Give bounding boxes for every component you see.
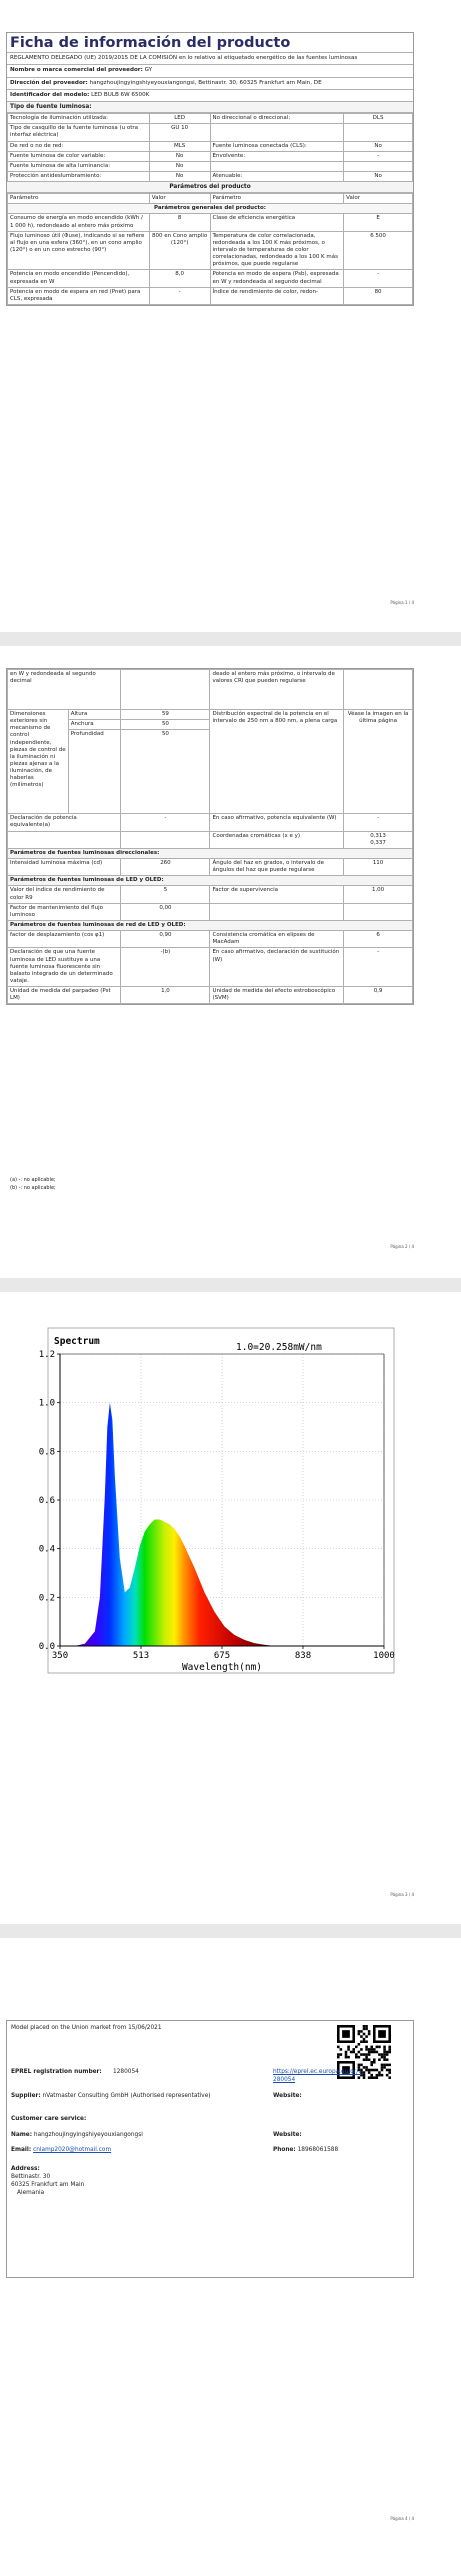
general-param-row xyxy=(8,231,413,270)
chroma-row xyxy=(8,831,413,848)
led-param-row xyxy=(8,903,413,920)
directional-heading-row xyxy=(8,848,413,858)
dims-row-1 xyxy=(8,710,413,720)
col-param: Parámetro xyxy=(8,194,150,204)
col-value: Valor xyxy=(149,194,210,204)
supplier-value: nVatmaster Consulting GmbH (Authorised representative) xyxy=(42,2093,211,2099)
dim-name: Altura xyxy=(68,710,121,720)
x-tick-label: 838 xyxy=(294,1651,312,1661)
website-label: Website: xyxy=(273,2093,302,2099)
y-tick-label: 0.6 xyxy=(38,1496,55,1506)
param-label: Declaración de que una fuente luminosa de LED sustituye a una fuente luminosa fluorescente sin balasto integrado de un determinado vataje. xyxy=(8,948,121,987)
eprel-reg-value: 1280054 xyxy=(113,2069,139,2075)
mains-param-row xyxy=(8,987,413,1004)
param-label: Fuente luminosa de alta luminancia: xyxy=(8,161,150,171)
led-heading-row xyxy=(8,876,413,886)
param-value: 8,0 xyxy=(149,270,210,287)
regulation-subtitle: REGLAMENTO DELEGADO (UE) 2019/2015 DE LA COMISIÓN en lo relativo al etiquetado energético de las fuentes luminosas xyxy=(7,53,413,65)
param-label: Valor del índice de rendimiento de color R9 xyxy=(8,886,121,903)
chroma-y: 0,337 xyxy=(370,839,386,846)
param-value: E xyxy=(344,214,413,231)
led-param-row xyxy=(8,886,413,903)
param-value: 80 xyxy=(344,287,413,304)
param-label: Potencia en modo encendido (Pencendido), expresada en W xyxy=(8,270,150,287)
directional-label-right: Ángulo del haz en grados, o intervalo de ángulos del haz que puede regularse xyxy=(210,858,344,875)
page-4 xyxy=(0,1938,461,2560)
param-label: Unidad de medida del parpadeo (Pst LM) xyxy=(8,987,121,1004)
param-label: factor de desplazamiento (cos φ1) xyxy=(8,931,121,948)
address-line: Bettinastr. 30 xyxy=(11,2174,51,2180)
directional-label-left: Intensidad luminosa máxima (cd) xyxy=(8,858,121,875)
supplier-row xyxy=(11,2093,261,2101)
param-value xyxy=(344,161,413,171)
param-value: 800 en Cono amplio (120°) xyxy=(149,231,210,270)
param-value: - xyxy=(149,287,210,304)
param-value: No xyxy=(149,151,210,161)
led-heading: Parámetros de fuentes luminosas de LED y OLED: xyxy=(8,876,413,886)
param-label: No direccional o direccional: xyxy=(210,114,344,124)
y-tick-label: 0.8 xyxy=(38,1447,55,1458)
general-param-row xyxy=(8,270,413,287)
source-type-heading: Tipo de fuente luminosa: xyxy=(7,102,413,113)
mains-heading: Parámetros de fuentes luminosas de red de LED y OLED: xyxy=(8,920,413,930)
source-type-row xyxy=(8,172,413,182)
page-number: Página 2 / 4 xyxy=(390,1244,414,1249)
param-label: Flujo luminoso útil (Φuse), indicando si se refiere al flujo en una esfera (360°), en un cono amplio (120°) o en un cono estrecho (90°) xyxy=(8,231,150,270)
param-label: Unidad de medida del efecto estroboscópico (SVM) xyxy=(210,987,344,1004)
param-value: 0,9 xyxy=(344,987,413,1004)
param-label: Factor de supervivencia xyxy=(210,886,344,903)
phone-row xyxy=(273,2147,338,2155)
params-header-row xyxy=(8,194,413,204)
param-label: Potencia en modo de espera en red (Pnet) para CLS, expresada xyxy=(8,287,150,304)
chart-title: Spectrum xyxy=(54,1336,100,1347)
param-label: Tipo de casquillo de la fuente luminosa (u otra interfaz eléctrica) xyxy=(8,124,150,141)
care-label: Customer care service: xyxy=(11,2116,87,2122)
param-value: 1,00 xyxy=(344,886,413,903)
col-value: Valor xyxy=(344,194,413,204)
note-a: (a) -: no aplicable; xyxy=(10,1177,56,1183)
address-line: 60325 Frankfurt am Main xyxy=(11,2182,85,2188)
param-label: Temperatura de color correlacionada, redondeada a los 100 K más próximos, o intervalo de temperaturas de color correlacionadas, redondeado a los 100 K más próximos, que puede regularse xyxy=(210,231,344,270)
page-title: Ficha de información del producto xyxy=(7,33,413,53)
blank xyxy=(8,831,121,848)
param-value: GU 10 xyxy=(149,124,210,141)
general-param-row xyxy=(8,214,413,231)
page-number: Página 1 / 4 xyxy=(390,600,414,605)
param-label: Consumo de energía en modo encendido (kWh / 1 000 h), redondeado al entero más próximo xyxy=(8,214,150,231)
param-value xyxy=(344,903,413,920)
general-heading: Parámetros generales del producto: xyxy=(8,204,413,214)
email-link[interactable]: cnlamp2020@hotmail.com xyxy=(33,2147,112,2153)
chart-annotation: 1.0=20.258mW/nm xyxy=(236,1342,322,1353)
supplier-address: hangzhoujingyingshiyeyouxiangongsi, Bettinastr. 30, 60325 Frankfurt am Main, DE xyxy=(89,79,322,86)
page-3 xyxy=(0,1292,461,1924)
spectral-value: Véase la imagen en la última página xyxy=(344,710,413,814)
param-value: -(b) xyxy=(121,948,210,987)
continued-label-right: deado al entero más próximo, o intervalo de valores CRI que pueden regularse xyxy=(210,670,344,710)
directional-row xyxy=(8,858,413,875)
source-type-row xyxy=(8,124,413,141)
source-type-row xyxy=(8,114,413,124)
y-tick-label: 1.0 xyxy=(38,1398,55,1409)
continued-row xyxy=(8,670,413,710)
continued-value-left xyxy=(121,670,210,710)
supplier-name: GY xyxy=(144,67,153,74)
eprel-link[interactable]: https://eprel.ec.europa.eu/qr/1280054 xyxy=(273,2069,362,2083)
param-value: No xyxy=(344,172,413,182)
address-label: Address: xyxy=(11,2166,40,2172)
email-row xyxy=(11,2147,111,2155)
param-label: Clase de eficiencia energética xyxy=(210,214,344,231)
dim-value: 50 xyxy=(121,720,210,730)
x-tick-label: 350 xyxy=(51,1651,69,1661)
eprel-reg-label: EPREL registration number: xyxy=(11,2069,102,2075)
param-label xyxy=(210,161,344,171)
name-value: hangzhoujingyingshiyeyouxiangongsi xyxy=(33,2132,143,2138)
param-value: - xyxy=(344,948,413,987)
param-value: 6 500 xyxy=(344,231,413,270)
dims-label: Dimensiones exteriores sin mecanismo de control independiente, piezas de control de la iluminación ni piezas ajenas a la iluminación, de haberlas (milímetros) xyxy=(8,710,69,814)
param-value: 0,90 xyxy=(121,931,210,948)
chroma-label: Coordenadas cromáticas (x e y) xyxy=(210,831,344,848)
source-type-table xyxy=(7,113,413,182)
source-type-row xyxy=(8,151,413,161)
y-tick-label: 0.2 xyxy=(38,1593,55,1604)
param-value: 8 xyxy=(149,214,210,231)
param-label: Índice de rendimiento de color, redon- xyxy=(210,287,344,304)
dim-name: Profundidad xyxy=(68,730,121,814)
param-value: No xyxy=(149,161,210,171)
param-label: En caso afirmativo, declaración de sustitución (W) xyxy=(210,948,344,987)
param-label: Consistencia cromática en elipses de MacAdam xyxy=(210,931,344,948)
param-value: MLS xyxy=(149,141,210,151)
x-axis-label: Wavelength(nm) xyxy=(181,1662,263,1673)
param-label: Fuente luminosa de color variable: xyxy=(8,151,150,161)
param-value: 1,0 xyxy=(121,987,210,1004)
supplier-name-row xyxy=(7,65,413,77)
directional-value-left: 260 xyxy=(121,858,210,875)
phone-value: 18968061588 xyxy=(297,2147,339,2153)
param-label: Factor de mantenimiento del flujo luminoso xyxy=(8,903,121,920)
email-label: Email: xyxy=(11,2147,32,2153)
mains-heading-row xyxy=(8,920,413,930)
chroma-value xyxy=(344,831,413,848)
supplier-name-label: Nombre o marca comercial del proveedor: xyxy=(10,67,143,74)
supplier-label: Supplier: xyxy=(11,2093,41,2099)
equiv-label: Declaración de potencia equivalente(a) xyxy=(8,814,121,831)
param-value: - xyxy=(344,270,413,287)
directional-value-right: 110 xyxy=(344,858,413,875)
page-2 xyxy=(0,646,461,1278)
supplier-address-label: Dirección del proveedor: xyxy=(10,79,88,86)
param-label: Potencia en modo de espera (Psb), expresada en W y redondeada al segundo decimal xyxy=(210,270,344,287)
model-label: Identificador del modelo: xyxy=(10,91,90,98)
source-type-row xyxy=(8,161,413,171)
care-website-label: Website: xyxy=(273,2132,302,2138)
param-label: Atenuable: xyxy=(210,172,344,182)
y-tick-label: 1.2 xyxy=(38,1350,55,1360)
phone-label: Phone: xyxy=(273,2147,296,2153)
param-value: 0,00 xyxy=(121,903,210,920)
directional-heading: Parámetros de fuentes luminosas direccionales: xyxy=(8,848,413,858)
param-value: 5 xyxy=(121,886,210,903)
equiv-w-value: - xyxy=(344,814,413,831)
dim-name: Anchura xyxy=(68,720,121,730)
y-tick-label: 0.4 xyxy=(38,1544,55,1555)
param-value: No xyxy=(344,141,413,151)
equiv-value: - xyxy=(121,814,210,831)
param-value: 6 xyxy=(344,931,413,948)
continued-value-right xyxy=(344,670,413,710)
equiv-row xyxy=(8,814,413,831)
note-b: (b) -: no aplicable; xyxy=(10,1185,56,1191)
product-params-table-2 xyxy=(7,669,413,1004)
product-params-table-1 xyxy=(7,193,413,305)
name-label: Name: xyxy=(11,2132,33,2138)
product-params-heading: Parámetros del producto xyxy=(7,182,413,193)
param-label xyxy=(210,903,344,920)
address-line: Alemania xyxy=(17,2190,45,2196)
chroma-x: 0,313 xyxy=(370,832,386,839)
param-value: - xyxy=(344,151,413,161)
x-tick-label: 675 xyxy=(213,1651,231,1661)
blank xyxy=(121,831,210,848)
continued-label-left: en W y redondeada al segundo decimal xyxy=(8,670,121,710)
param-value xyxy=(344,124,413,141)
spectrum-chart xyxy=(0,1292,461,1892)
source-type-row xyxy=(8,141,413,151)
param-value: LED xyxy=(149,114,210,124)
param-label: De red o no de red: xyxy=(8,141,150,151)
eprel-box xyxy=(6,2020,414,2278)
param-value: No xyxy=(149,172,210,182)
param-label: Protección antideslumbramiento: xyxy=(8,172,150,182)
mains-param-row xyxy=(8,948,413,987)
param-label: Fuente luminosa conectada (CLS): xyxy=(210,141,344,151)
x-tick-label: 1000 xyxy=(373,1651,395,1661)
page-1 xyxy=(0,0,461,632)
param-value: DLS xyxy=(344,114,413,124)
param-label: Tecnología de iluminación utilizada: xyxy=(8,114,150,124)
general-heading-row xyxy=(8,204,413,214)
param-label xyxy=(210,124,344,141)
mains-param-row xyxy=(8,931,413,948)
equiv-w-label: En caso afirmativo, potencia equivalente (W) xyxy=(210,814,344,831)
page-2-frame xyxy=(6,668,414,1005)
x-tick-label: 513 xyxy=(132,1651,150,1661)
spectral-label: Distribución espectral de la potencia en el intervalo de 250 nm a 800 nm, a plena carga xyxy=(210,710,344,814)
dim-value: 59 xyxy=(121,710,210,720)
general-param-row xyxy=(8,287,413,304)
dim-value: 50 xyxy=(121,730,210,814)
page-1-frame xyxy=(6,32,414,306)
page-number: Página 3 / 4 xyxy=(390,1892,414,1897)
notes xyxy=(6,1176,60,1192)
placed-on-market: Model placed on the Union market from 15/06/2021 xyxy=(11,2025,162,2031)
param-label: Envolvente: xyxy=(210,151,344,161)
col-param: Parámetro xyxy=(210,194,344,204)
model-row xyxy=(7,90,413,102)
model-id: LED BULB 6W 6500K xyxy=(91,91,150,98)
page-number: Página 4 / 4 xyxy=(390,2516,414,2521)
name-row xyxy=(11,2132,143,2140)
supplier-address-row xyxy=(7,78,413,90)
y-tick-label: 0.0 xyxy=(38,1642,55,1652)
